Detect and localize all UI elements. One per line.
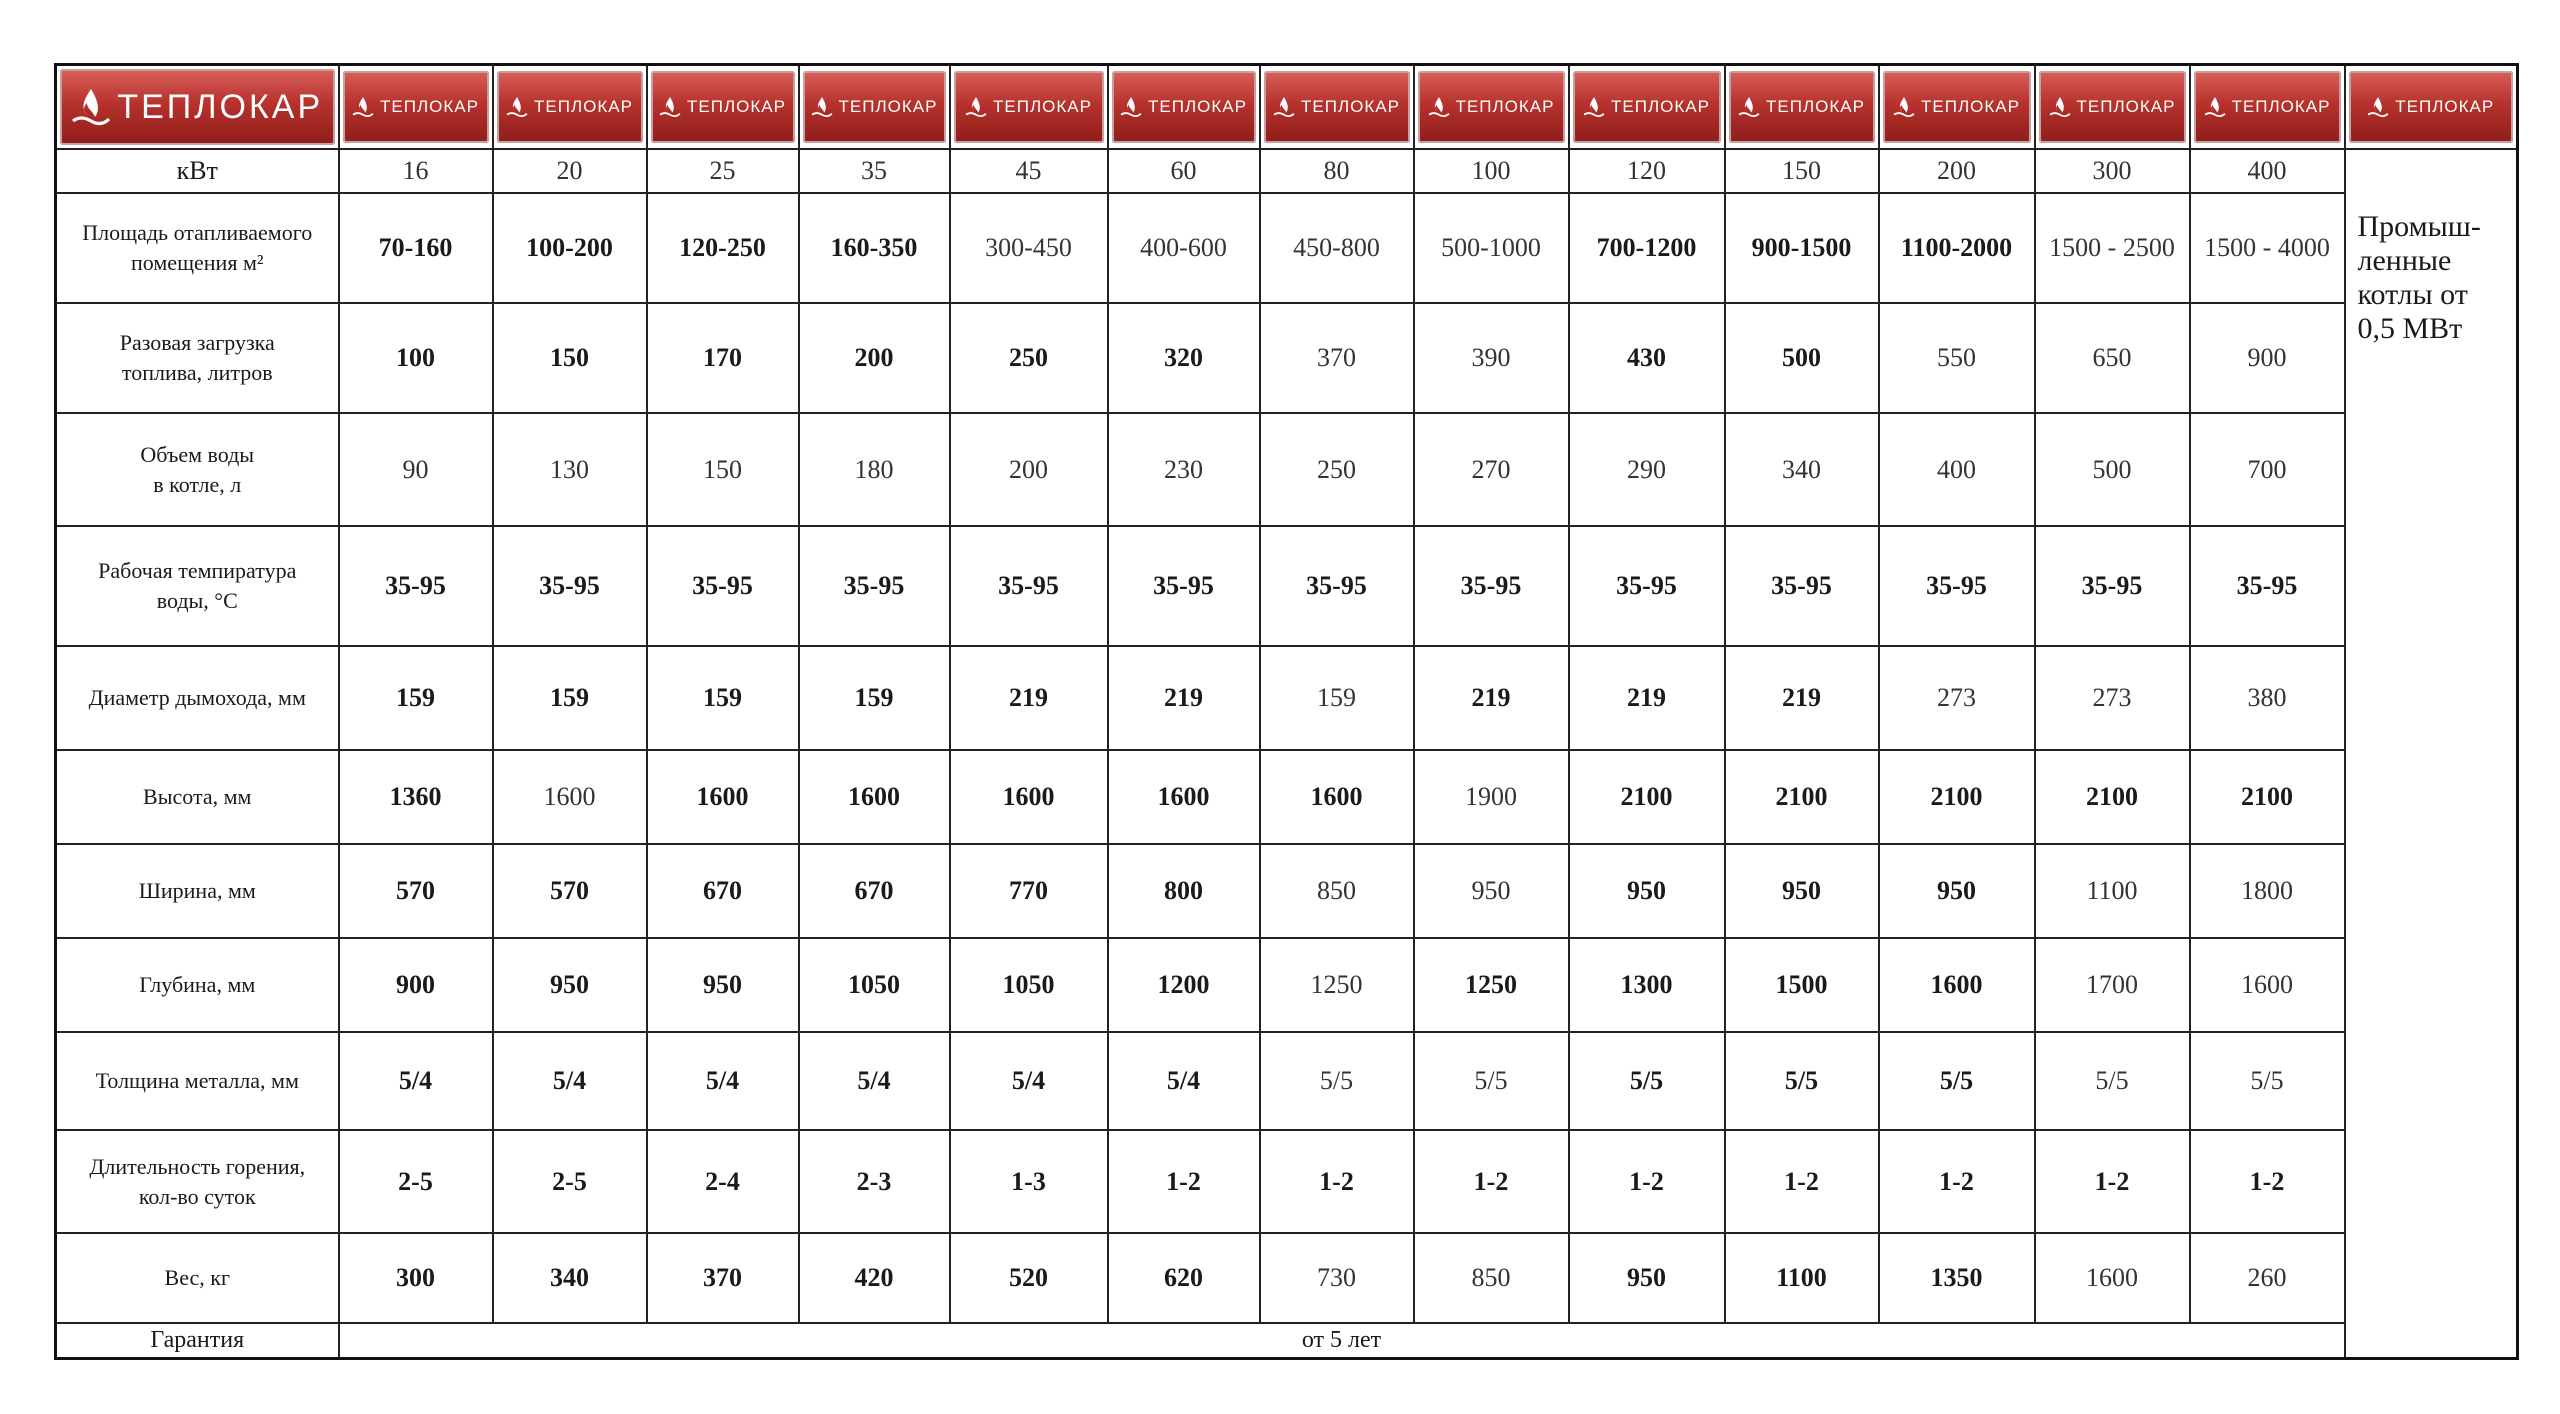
spec-value: 5/5: [1725, 1032, 1879, 1130]
spec-value: 300-450: [950, 193, 1108, 303]
spec-value: 450-800: [1260, 193, 1414, 303]
industrial-note-line: ленные: [2357, 244, 2452, 277]
logo-cell: [339, 65, 493, 150]
spec-value: 159: [647, 646, 799, 750]
spec-label: [56, 750, 339, 844]
spec-value: 5/4: [647, 1032, 799, 1130]
power-value: 100: [1414, 149, 1569, 193]
spec-value: 1-2: [1569, 1130, 1725, 1233]
spec-value: 950: [1414, 844, 1569, 938]
spec-value: 1600: [493, 750, 647, 844]
spec-value: 500: [2035, 413, 2190, 526]
spec-label-line: Толщина металла, мм: [95, 1068, 299, 1093]
spec-value: 850: [1260, 844, 1414, 938]
spec-value: 950: [1569, 1233, 1725, 1323]
spec-value: 35-95: [1414, 526, 1569, 646]
spec-value: 670: [799, 844, 950, 938]
brand-name: ТЕПЛОКАР: [1611, 97, 1710, 116]
logo-cell: [2345, 65, 2518, 150]
spec-value: 5/5: [1879, 1032, 2035, 1130]
brand-logo: [1418, 71, 1565, 143]
spec-label-line: топлива, литров: [121, 360, 273, 385]
spec-value: 5/5: [1260, 1032, 1414, 1130]
spec-value: 1600: [950, 750, 1108, 844]
spec-value: 35-95: [339, 526, 493, 646]
spec-value: 5/5: [2035, 1032, 2190, 1130]
spec-value: 250: [1260, 413, 1414, 526]
spec-label: [56, 938, 339, 1032]
power-value: 400: [2190, 149, 2345, 193]
warranty-label: Гарантия: [56, 1323, 339, 1358]
spec-value: 1-2: [2190, 1130, 2345, 1233]
spec-value: 400-600: [1108, 193, 1260, 303]
spec-label-line: Диаметр дымохода, мм: [88, 685, 306, 710]
power-value: 200: [1879, 149, 2035, 193]
spec-value: 300: [339, 1233, 493, 1323]
spec-value: 5/4: [1108, 1032, 1260, 1130]
spec-value: 950: [493, 938, 647, 1032]
brand-logo: [803, 71, 946, 143]
spec-value: 770: [950, 844, 1108, 938]
logo-cell: [1569, 65, 1725, 150]
spec-value: 1360: [339, 750, 493, 844]
flame-wave-icon: [1428, 96, 1450, 118]
spec-value: 35-95: [2035, 526, 2190, 646]
spec-value: 219: [950, 646, 1108, 750]
spec-row: [56, 1032, 2518, 1130]
spec-value: 1600: [647, 750, 799, 844]
spec-value: 2100: [2035, 750, 2190, 844]
spec-label-line: помещения м²: [131, 250, 264, 275]
spec-value: 550: [1879, 303, 2035, 413]
spec-label-line: Разовая загрузка: [119, 330, 275, 355]
spec-value: 159: [1260, 646, 1414, 750]
power-value: 16: [339, 149, 493, 193]
brand-logo: [651, 71, 795, 143]
spec-value: 35-95: [647, 526, 799, 646]
brand-name: ТЕПЛОКАР: [1148, 97, 1247, 116]
power-value: 80: [1260, 149, 1414, 193]
spec-label-line: Площадь отапливаемого: [82, 220, 313, 245]
boiler-spec-table: [54, 63, 2519, 1360]
spec-value: 5/4: [493, 1032, 647, 1130]
spec-value: 950: [647, 938, 799, 1032]
spec-value: 5/4: [950, 1032, 1108, 1130]
spec-label-line: воды, °С: [156, 588, 238, 613]
spec-value: 340: [493, 1233, 647, 1323]
spec-value: 1250: [1414, 938, 1569, 1032]
spec-value: 200: [950, 413, 1108, 526]
spec-value: 570: [493, 844, 647, 938]
industrial-note: [2345, 149, 2518, 1358]
spec-value: 1800: [2190, 844, 2345, 938]
spec-value: 2-5: [493, 1130, 647, 1233]
spec-value: 1-2: [1414, 1130, 1569, 1233]
industrial-note-line: Промыш-: [2357, 210, 2481, 243]
brand-logo: [497, 71, 643, 143]
flame-wave-icon: [506, 96, 528, 118]
spec-value: 230: [1108, 413, 1260, 526]
spec-label: [56, 526, 339, 646]
brand-name: ТЕПЛОКАР: [993, 97, 1092, 116]
spec-row: [56, 938, 2518, 1032]
spec-value: 5/4: [339, 1032, 493, 1130]
spec-value: 900: [339, 938, 493, 1032]
spec-value: 950: [1569, 844, 1725, 938]
logo-cell: [2190, 65, 2345, 150]
spec-value: 1-2: [1725, 1130, 1879, 1233]
spec-value: 320: [1108, 303, 1260, 413]
spec-value: 170: [647, 303, 799, 413]
spec-value: 380: [2190, 646, 2345, 750]
spec-row: [56, 526, 2518, 646]
spec-value: 390: [1414, 303, 1569, 413]
brand-logo: [2194, 71, 2341, 143]
spec-label: [56, 844, 339, 938]
spec-value: 219: [1725, 646, 1879, 750]
spec-value: 2100: [2190, 750, 2345, 844]
brand-logo: [954, 71, 1104, 143]
flame-wave-icon: [71, 87, 111, 127]
brand-logo: [2039, 71, 2186, 143]
flame-wave-icon: [2049, 96, 2071, 118]
power-value: 25: [647, 149, 799, 193]
spec-value: 35-95: [1879, 526, 2035, 646]
spec-row: [56, 844, 2518, 938]
brand-name: ТЕПЛОКАР: [1301, 97, 1400, 116]
spec-value: 2100: [1879, 750, 2035, 844]
spec-value: 1100: [2035, 844, 2190, 938]
spec-value: 35-95: [950, 526, 1108, 646]
spec-label-line: Рабочая темпиратура: [98, 558, 297, 583]
power-value: 60: [1108, 149, 1260, 193]
logo-cell: [2035, 65, 2190, 150]
spec-value: 1050: [799, 938, 950, 1032]
brand-name: ТЕПЛОКАР: [1766, 97, 1865, 116]
spec-value: 180: [799, 413, 950, 526]
spec-value: 219: [1108, 646, 1260, 750]
spec-value: 2100: [1569, 750, 1725, 844]
spec-value: 1600: [1260, 750, 1414, 844]
logo-cell: [950, 65, 1108, 150]
flame-wave-icon: [1893, 96, 1915, 118]
power-value: 45: [950, 149, 1108, 193]
spec-value: 219: [1414, 646, 1569, 750]
spec-row: [56, 750, 2518, 844]
spec-value: 2-5: [339, 1130, 493, 1233]
spec-value: 5/4: [799, 1032, 950, 1130]
spec-value: 500-1000: [1414, 193, 1569, 303]
spec-value: 290: [1569, 413, 1725, 526]
spec-value: 250: [950, 303, 1108, 413]
spec-value: 35-95: [799, 526, 950, 646]
spec-value: 700-1200: [1569, 193, 1725, 303]
brand-name: ТЕПЛОКАР: [2395, 97, 2495, 116]
spec-value: 35-95: [1260, 526, 1414, 646]
logo-cell: [1879, 65, 2035, 150]
brand-name: ТЕПЛОКАР: [117, 87, 324, 126]
spec-value: 35-95: [2190, 526, 2345, 646]
flame-wave-icon: [352, 96, 374, 118]
spec-value: 2100: [1725, 750, 1879, 844]
spec-row: [56, 193, 2518, 303]
industrial-note-line: котлы от: [2357, 278, 2468, 311]
spec-value: 1500 - 2500: [2035, 193, 2190, 303]
spec-value: 730: [1260, 1233, 1414, 1323]
spec-value: 260: [2190, 1233, 2345, 1323]
logo-cell: [1260, 65, 1414, 150]
brand-logo: [1264, 71, 1410, 143]
spec-value: 5/5: [1414, 1032, 1569, 1130]
spec-value: 1500: [1725, 938, 1879, 1032]
brand-logo: [60, 69, 335, 145]
power-row: [56, 149, 2518, 193]
flame-wave-icon: [2204, 96, 2226, 118]
spec-value: 850: [1414, 1233, 1569, 1323]
spec-value: 1700: [2035, 938, 2190, 1032]
logo-cell: [799, 65, 950, 150]
spec-value: 1600: [1879, 938, 2035, 1032]
brand-logo: [1112, 71, 1256, 143]
spec-value: 1500 - 4000: [2190, 193, 2345, 303]
logo-cell: [493, 65, 647, 150]
spec-value: 1300: [1569, 938, 1725, 1032]
spec-value: 370: [1260, 303, 1414, 413]
spec-value: 159: [493, 646, 647, 750]
spec-value: 370: [647, 1233, 799, 1323]
spec-label-line: Длительность горения,: [89, 1153, 306, 1179]
spec-value: 1-2: [2035, 1130, 2190, 1233]
spec-value: 620: [1108, 1233, 1260, 1323]
brand-name: ТЕПЛОКАР: [534, 97, 633, 116]
power-value: 35: [799, 149, 950, 193]
spec-value: 420: [799, 1233, 950, 1323]
spec-label-line: в котле, л: [153, 471, 242, 497]
spec-value: 35-95: [1569, 526, 1725, 646]
flame-wave-icon: [2367, 96, 2389, 118]
spec-label: [56, 193, 339, 303]
logo-cell: [1108, 65, 1260, 150]
spec-value: 35-95: [1108, 526, 1260, 646]
power-value: 120: [1569, 149, 1725, 193]
logo-row: [56, 65, 2518, 150]
flame-wave-icon: [1273, 96, 1295, 118]
spec-value: 1600: [1108, 750, 1260, 844]
spec-label-line: Ширина, мм: [138, 878, 256, 903]
spec-value: 5/5: [2190, 1032, 2345, 1130]
spec-value: 1-3: [950, 1130, 1108, 1233]
spec-value: 159: [799, 646, 950, 750]
industrial-note-line: 0,5 МВт: [2357, 312, 2463, 345]
spec-value: 270: [1414, 413, 1569, 526]
spec-value: 35-95: [493, 526, 647, 646]
flame-wave-icon: [1120, 96, 1142, 118]
spec-label-line: кол-во суток: [138, 1183, 256, 1209]
spec-value: 273: [1879, 646, 2035, 750]
spec-label: [56, 1233, 339, 1323]
spec-label-line: Вес, кг: [164, 1265, 230, 1290]
spec-value: 160-350: [799, 193, 950, 303]
brand-logo: [343, 71, 489, 143]
spec-value: 100-200: [493, 193, 647, 303]
spec-row: [56, 1130, 2518, 1233]
spec-value: 650: [2035, 303, 2190, 413]
power-value: 20: [493, 149, 647, 193]
logo-cell: [1414, 65, 1569, 150]
brand-name: ТЕПЛОКАР: [1455, 97, 1555, 116]
spec-row: [56, 303, 2518, 413]
spec-value: 900: [2190, 303, 2345, 413]
spec-value: 340: [1725, 413, 1879, 526]
spec-value: 1600: [2190, 938, 2345, 1032]
spec-value: 1250: [1260, 938, 1414, 1032]
brand-name: ТЕПЛОКАР: [687, 97, 786, 116]
brand-name: ТЕПЛОКАР: [2076, 97, 2176, 116]
logo-cell: [56, 65, 339, 150]
spec-value: 500: [1725, 303, 1879, 413]
spec-row: [56, 646, 2518, 750]
warranty-value: от 5 лет: [339, 1323, 2345, 1358]
spec-value: 700: [2190, 413, 2345, 526]
spec-value: 1600: [2035, 1233, 2190, 1323]
spec-value: 1050: [950, 938, 1108, 1032]
power-value: 150: [1725, 149, 1879, 193]
spec-label: [56, 646, 339, 750]
spec-value: 5/5: [1569, 1032, 1725, 1130]
spec-value: 1100: [1725, 1233, 1879, 1323]
brand-name: ТЕПЛОКАР: [838, 97, 938, 116]
spec-label: [56, 413, 339, 526]
brand-name: ТЕПЛОКАР: [380, 97, 479, 116]
flame-wave-icon: [1738, 96, 1760, 118]
brand-name: ТЕПЛОКАР: [2231, 97, 2331, 116]
spec-value: 1-2: [1879, 1130, 2035, 1233]
spec-value: 159: [339, 646, 493, 750]
spec-value: 100: [339, 303, 493, 413]
spec-value: 2-4: [647, 1130, 799, 1233]
flame-wave-icon: [1583, 96, 1605, 118]
spec-value: 950: [1879, 844, 2035, 938]
brand-name: ТЕПЛОКАР: [1921, 97, 2020, 116]
spec-value: 1350: [1879, 1233, 2035, 1323]
spec-label-line: Объем воды: [140, 441, 255, 467]
spec-label: [56, 1130, 339, 1233]
spec-value: 273: [2035, 646, 2190, 750]
spec-value: 1200: [1108, 938, 1260, 1032]
spec-value: 150: [493, 303, 647, 413]
spec-label-line: Высота, мм: [143, 784, 252, 809]
spec-value: 219: [1569, 646, 1725, 750]
spec-value: 1900: [1414, 750, 1569, 844]
spec-value: 570: [339, 844, 493, 938]
spec-value: 900-1500: [1725, 193, 1879, 303]
power-value: 300: [2035, 149, 2190, 193]
flame-wave-icon: [811, 96, 833, 118]
flame-wave-icon: [659, 96, 681, 118]
spec-value: 1-2: [1260, 1130, 1414, 1233]
spec-label-line: Глубина, мм: [139, 972, 256, 997]
spec-value: 400: [1879, 413, 2035, 526]
brand-logo: [1573, 71, 1721, 143]
spec-row: [56, 1233, 2518, 1323]
spec-value: 2-3: [799, 1130, 950, 1233]
spec-label: [56, 1032, 339, 1130]
logo-cell: [1725, 65, 1879, 150]
spec-value: 70-160: [339, 193, 493, 303]
spec-value: 120-250: [647, 193, 799, 303]
spec-value: 1100-2000: [1879, 193, 2035, 303]
spec-row: [56, 413, 2518, 526]
spec-value: 130: [493, 413, 647, 526]
flame-wave-icon: [965, 96, 987, 118]
spec-value: 800: [1108, 844, 1260, 938]
spec-value: 200: [799, 303, 950, 413]
spec-value: 90: [339, 413, 493, 526]
spec-value: 670: [647, 844, 799, 938]
spec-value: 520: [950, 1233, 1108, 1323]
spec-value: 950: [1725, 844, 1879, 938]
spec-value: 150: [647, 413, 799, 526]
power-label: кВт: [56, 149, 339, 193]
spec-value: 35-95: [1725, 526, 1879, 646]
brand-logo: [1729, 71, 1875, 143]
logo-cell: [647, 65, 799, 150]
spec-value: 430: [1569, 303, 1725, 413]
spec-value: 1600: [799, 750, 950, 844]
brand-logo: [1883, 71, 2031, 143]
warranty-row: [56, 1323, 2518, 1358]
spec-label: [56, 303, 339, 413]
spec-value: 1-2: [1108, 1130, 1260, 1233]
brand-logo: [2349, 71, 2514, 143]
